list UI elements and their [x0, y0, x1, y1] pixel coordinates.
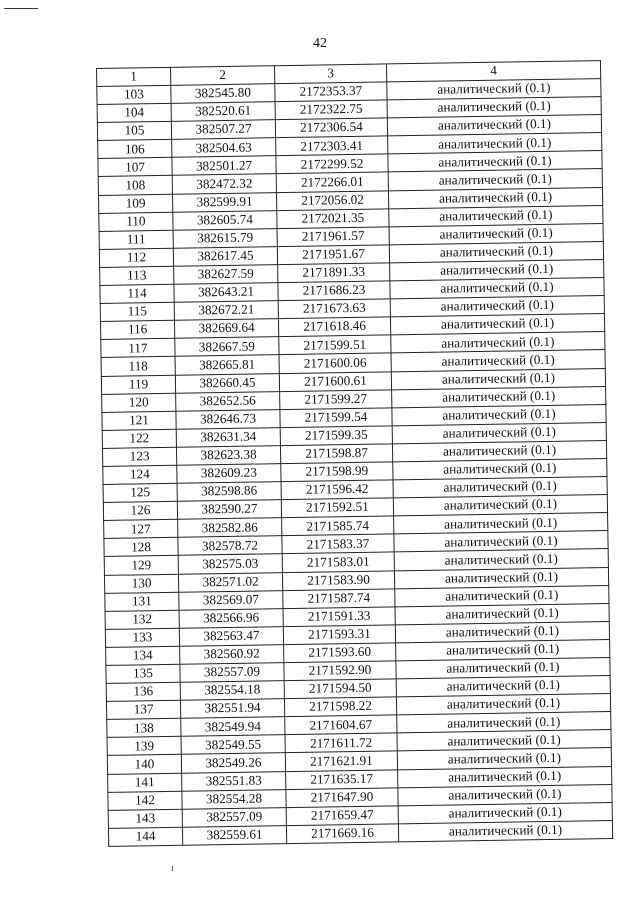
x-coordinate-cell: 382549.26: [181, 753, 285, 773]
method-cell: аналитический (0.1): [392, 386, 606, 407]
x-coordinate-cell: 382609.23: [177, 464, 281, 484]
y-coordinate-cell: 2171611.72: [285, 733, 397, 753]
x-coordinate-cell: 382507.27: [171, 120, 275, 140]
x-coordinate-cell: 382549.94: [181, 717, 285, 737]
y-coordinate-cell: 2171592.51: [281, 498, 393, 518]
x-coordinate-cell: 382549.55: [181, 735, 285, 755]
y-coordinate-cell: 2172303.41: [276, 136, 388, 156]
point-number-cell: 121: [102, 411, 176, 430]
x-coordinate-cell: 382472.32: [172, 174, 276, 194]
x-coordinate-cell: 382660.45: [175, 373, 279, 393]
point-number-cell: 141: [108, 773, 182, 792]
point-number-cell: 142: [108, 791, 182, 810]
y-coordinate-cell: 2171673.63: [278, 299, 390, 319]
x-coordinate-cell: 382582.86: [178, 518, 282, 538]
y-coordinate-cell: 2171599.54: [280, 408, 392, 428]
point-number-cell: 125: [103, 483, 177, 502]
y-coordinate-cell: 2172266.01: [276, 172, 388, 192]
method-cell: аналитический (0.1): [387, 115, 601, 136]
x-coordinate-cell: 382551.94: [180, 699, 284, 719]
method-cell: аналитический (0.1): [391, 368, 605, 389]
y-coordinate-cell: 2171596.42: [281, 480, 393, 500]
method-cell: аналитический (0.1): [394, 513, 608, 534]
point-number-cell: 138: [107, 719, 181, 738]
y-coordinate-cell: 2171598.22: [284, 697, 396, 717]
method-cell: аналитический (0.1): [390, 314, 604, 335]
method-cell: аналитический (0.1): [387, 97, 601, 118]
x-coordinate-cell: 382590.27: [177, 500, 281, 520]
method-cell: аналитический (0.1): [395, 603, 609, 624]
y-coordinate-cell: 2171592.90: [284, 661, 396, 681]
page-number: 42: [313, 36, 327, 51]
x-coordinate-cell: 382672.21: [174, 301, 278, 321]
method-cell: аналитический (0.1): [389, 241, 603, 262]
method-cell: аналитический (0.1): [387, 79, 601, 100]
point-number-cell: 109: [98, 194, 172, 213]
x-coordinate-cell: 382599.91: [172, 192, 276, 212]
point-number-cell: 111: [99, 230, 173, 249]
point-number-cell: 103: [97, 85, 171, 104]
x-coordinate-cell: 382578.72: [178, 536, 282, 556]
y-coordinate-cell: 2171621.91: [285, 751, 397, 771]
x-coordinate-cell: 382545.80: [171, 84, 275, 104]
x-coordinate-cell: 382557.09: [182, 807, 286, 827]
x-coordinate-cell: 382566.96: [179, 608, 283, 628]
method-cell: аналитический (0.1): [388, 187, 602, 208]
point-number-cell: 131: [105, 592, 179, 611]
column-header-y: 3: [274, 64, 386, 84]
point-number-cell: 104: [97, 103, 171, 122]
point-number-cell: 116: [100, 321, 174, 340]
point-number-cell: 107: [98, 158, 172, 177]
y-coordinate-cell: 2171585.74: [282, 516, 394, 536]
point-number-cell: 130: [104, 574, 178, 593]
method-cell: аналитический (0.1): [393, 495, 607, 516]
y-coordinate-cell: 2172322.75: [275, 100, 387, 120]
method-cell: аналитический (0.1): [392, 422, 606, 443]
x-coordinate-cell: 382557.09: [180, 663, 284, 683]
method-cell: аналитический (0.1): [395, 621, 609, 642]
point-number-cell: 113: [100, 266, 174, 285]
method-cell: аналитический (0.1): [389, 205, 603, 226]
point-number-cell: 140: [107, 755, 181, 774]
point-number-cell: 132: [105, 610, 179, 629]
point-number-cell: 124: [103, 465, 177, 484]
y-coordinate-cell: 2171594.50: [284, 679, 396, 699]
x-coordinate-cell: 382520.61: [171, 102, 275, 122]
point-number-cell: 120: [102, 393, 176, 412]
y-coordinate-cell: 2171583.01: [282, 552, 394, 572]
point-number-cell: 126: [103, 501, 177, 520]
point-number-cell: 129: [104, 556, 178, 575]
method-cell: аналитический (0.1): [391, 350, 605, 371]
scan-artifact-mark: [172, 866, 173, 871]
point-number-cell: 143: [108, 809, 182, 828]
x-coordinate-cell: 382669.64: [174, 319, 278, 339]
method-cell: аналитический (0.1): [394, 549, 608, 570]
method-cell: аналитический (0.1): [396, 658, 610, 679]
method-cell: аналитический (0.1): [397, 748, 611, 769]
x-coordinate-cell: 382667.59: [175, 337, 279, 357]
method-cell: аналитический (0.1): [392, 440, 606, 461]
x-coordinate-cell: 382569.07: [179, 590, 283, 610]
y-coordinate-cell: 2171593.60: [284, 643, 396, 663]
y-coordinate-cell: 2171591.33: [283, 607, 395, 627]
y-coordinate-cell: 2171600.06: [279, 353, 391, 373]
method-cell: аналитический (0.1): [390, 296, 604, 317]
x-coordinate-cell: 382575.03: [178, 554, 282, 574]
x-coordinate-cell: 382560.92: [180, 645, 284, 665]
method-cell: аналитический (0.1): [392, 404, 606, 425]
method-cell: аналитический (0.1): [394, 531, 608, 552]
y-coordinate-cell: 2171635.17: [286, 769, 398, 789]
x-coordinate-cell: 382646.73: [176, 409, 280, 429]
point-number-cell: 117: [101, 339, 175, 358]
point-number-cell: 139: [107, 737, 181, 756]
coordinates-table-wrapper: [96, 60, 612, 847]
x-coordinate-cell: 382627.59: [174, 265, 278, 285]
point-number-cell: 115: [100, 302, 174, 321]
y-coordinate-cell: 2171593.31: [283, 625, 395, 645]
method-cell: аналитический (0.1): [393, 477, 607, 498]
method-cell: аналитический (0.1): [395, 585, 609, 606]
y-coordinate-cell: 2171686.23: [278, 281, 390, 301]
y-coordinate-cell: 2171618.46: [278, 317, 390, 337]
point-number-cell: 122: [102, 429, 176, 448]
point-number-cell: 144: [108, 827, 182, 846]
x-coordinate-cell: 382571.02: [178, 572, 282, 592]
x-coordinate-cell: 382623.38: [176, 446, 280, 466]
method-cell: аналитический (0.1): [398, 784, 612, 805]
x-coordinate-cell: 382605.74: [173, 210, 277, 230]
y-coordinate-cell: 2171951.67: [277, 245, 389, 265]
y-coordinate-cell: 2172021.35: [277, 209, 389, 229]
method-cell: аналитический (0.1): [398, 820, 612, 841]
y-coordinate-cell: 2171583.37: [282, 534, 394, 554]
coordinates-table: [96, 60, 613, 847]
x-coordinate-cell: 382652.56: [176, 391, 280, 411]
y-coordinate-cell: 2171604.67: [285, 715, 397, 735]
y-coordinate-cell: 2171587.74: [283, 588, 395, 608]
point-number-cell: 119: [101, 375, 175, 394]
method-cell: аналитический (0.1): [396, 694, 610, 715]
point-number-cell: 106: [98, 140, 172, 159]
x-coordinate-cell: 382563.47: [179, 626, 283, 646]
point-number-cell: 128: [104, 538, 178, 557]
y-coordinate-cell: 2171598.99: [281, 462, 393, 482]
point-number-cell: 123: [102, 447, 176, 466]
method-cell: аналитический (0.1): [390, 278, 604, 299]
method-cell: аналитический (0.1): [398, 802, 612, 823]
y-coordinate-cell: 2171891.33: [278, 263, 390, 283]
y-coordinate-cell: 2172353.37: [275, 82, 387, 102]
y-coordinate-cell: 2171669.16: [286, 824, 398, 844]
x-coordinate-cell: 382631.34: [176, 427, 280, 447]
method-cell: аналитический (0.1): [388, 151, 602, 172]
point-number-cell: 133: [105, 628, 179, 647]
point-number-cell: 127: [104, 520, 178, 539]
y-coordinate-cell: 2171599.51: [279, 335, 391, 355]
x-coordinate-cell: 382643.21: [174, 283, 278, 303]
column-header-method: 4: [386, 61, 600, 82]
method-cell: аналитический (0.1): [390, 259, 604, 280]
y-coordinate-cell: 2171598.87: [280, 444, 392, 464]
x-coordinate-cell: 382504.63: [172, 138, 276, 158]
y-coordinate-cell: 2171647.90: [286, 788, 398, 808]
y-coordinate-cell: 2171961.57: [277, 227, 389, 247]
x-coordinate-cell: 382598.86: [177, 482, 281, 502]
method-cell: аналитический (0.1): [388, 133, 602, 154]
x-coordinate-cell: 382617.45: [173, 247, 277, 267]
point-number-cell: 134: [106, 646, 180, 665]
x-coordinate-cell: 382615.79: [173, 228, 277, 248]
x-coordinate-cell: 382665.81: [175, 355, 279, 375]
y-coordinate-cell: 2171599.35: [280, 426, 392, 446]
method-cell: аналитический (0.1): [397, 730, 611, 751]
table-body: [97, 79, 613, 847]
x-coordinate-cell: 382554.28: [182, 789, 286, 809]
method-cell: аналитический (0.1): [396, 639, 610, 660]
method-cell: аналитический (0.1): [397, 712, 611, 733]
point-number-cell: 105: [97, 122, 171, 141]
method-cell: аналитический (0.1): [398, 766, 612, 787]
method-cell: аналитический (0.1): [396, 676, 610, 697]
method-cell: аналитический (0.1): [388, 169, 602, 190]
point-number-cell: 108: [98, 176, 172, 195]
point-number-cell: 137: [106, 700, 180, 719]
y-coordinate-cell: 2171599.27: [280, 389, 392, 409]
corner-scan-mark: [4, 8, 38, 9]
column-header-x: 2: [170, 66, 274, 86]
y-coordinate-cell: 2171659.47: [286, 806, 398, 826]
x-coordinate-cell: 382551.83: [182, 771, 286, 791]
x-coordinate-cell: 382554.18: [180, 681, 284, 701]
y-coordinate-cell: 2172056.02: [276, 190, 388, 210]
point-number-cell: 110: [99, 212, 173, 231]
y-coordinate-cell: 2172306.54: [275, 118, 387, 138]
method-cell: аналитический (0.1): [394, 567, 608, 588]
column-header-point: 1: [97, 67, 171, 86]
method-cell: аналитический (0.1): [391, 332, 605, 353]
y-coordinate-cell: 2172299.52: [276, 154, 388, 174]
x-coordinate-cell: 382559.61: [182, 825, 286, 845]
point-number-cell: 112: [99, 248, 173, 267]
y-coordinate-cell: 2171600.61: [279, 371, 391, 391]
method-cell: аналитический (0.1): [389, 223, 603, 244]
x-coordinate-cell: 382501.27: [172, 156, 276, 176]
point-number-cell: 114: [100, 284, 174, 303]
method-cell: аналитический (0.1): [393, 458, 607, 479]
point-number-cell: 136: [106, 682, 180, 701]
point-number-cell: 118: [101, 357, 175, 376]
y-coordinate-cell: 2171583.90: [282, 570, 394, 590]
point-number-cell: 135: [106, 664, 180, 683]
